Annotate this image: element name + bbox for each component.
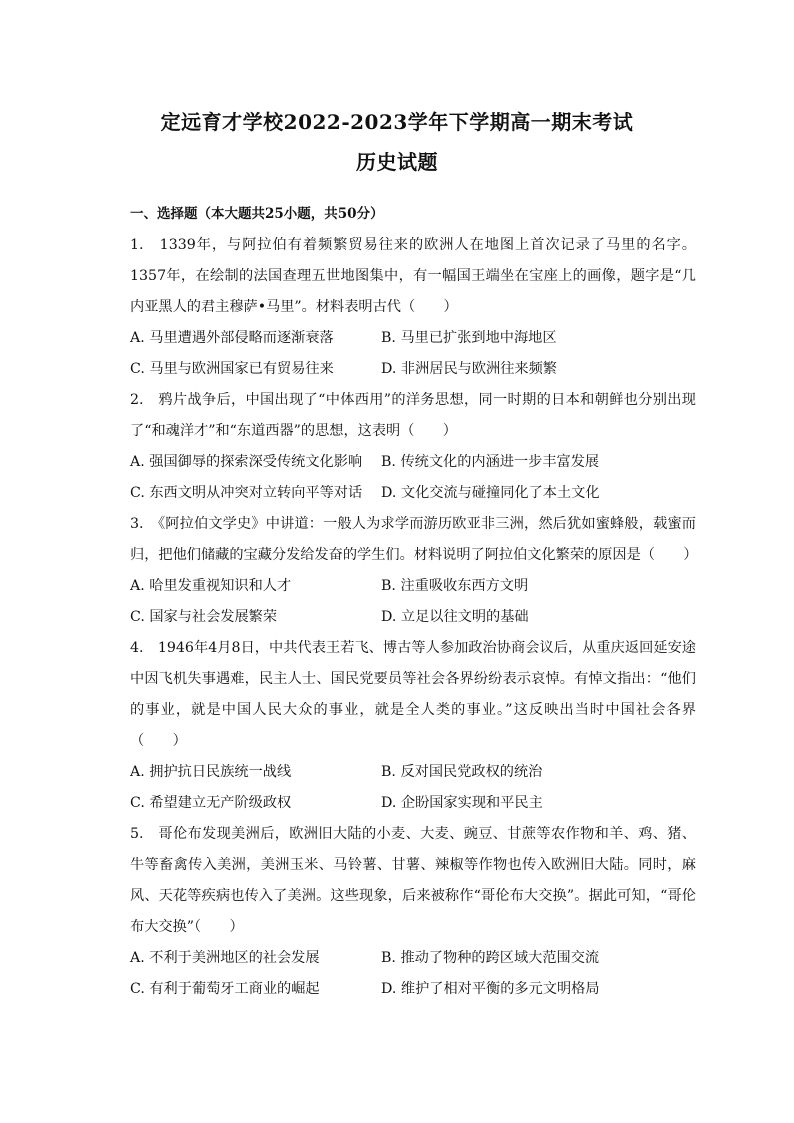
option-d: D. 立足以往文明的基础 — [381, 609, 529, 625]
option-a: A. 哈里发重视知识和人才 — [130, 578, 292, 594]
option-group — [130, 447, 696, 509]
option-group — [130, 943, 696, 1005]
question-stem: 1. 1339年，与阿拉伯有着频繁贸易往来的欧洲人在地图上首次记录了马里的名字。1357年，在绘制的法国查理五世地图集中，有一幅国王端坐在宝座上的画像，题字是“几内亚黑人的君主穆萨•马里”。材料表明古代（ ） — [130, 237, 696, 315]
option-c: C. 有利于葡萄牙工商业的崛起 — [130, 981, 320, 997]
option-c: C. 马里与欧洲国家已有贸易往来 — [130, 361, 334, 377]
option-d: D. 文化交流与碰撞同化了本土文化 — [381, 485, 600, 501]
question-2 — [130, 385, 696, 509]
exam-title: 定远育才学校2022-2023学年下学期高一期末考试 — [160, 110, 634, 134]
option-d: D. 非洲居民与欧洲往来频繁 — [381, 361, 557, 377]
option-a: A. 不利于美洲地区的社会发展 — [130, 950, 320, 966]
option-b: B. 反对国民党政权的统治 — [381, 764, 543, 780]
question-stem: 5. 哥伦布发现美洲后，欧洲旧大陆的小麦、大麦、豌豆、甘蔗等农作物和羊、鸡、猪、牛等畜禽传入美洲，美洲玉米、马铃薯、甘薯、辣椒等作物也传入欧洲旧大陆。同时，麻风、天花等疾病也传入了美洲。这些现象，后来被称作“哥伦布大交换”。据此可知，“哥伦布大交换”（ ） — [130, 826, 696, 935]
option-d: D. 企盼国家实现和平民主 — [381, 795, 543, 811]
option-group — [130, 323, 696, 385]
question-1 — [130, 230, 696, 385]
option-b: B. 马里已扩张到地中海地区 — [381, 330, 557, 346]
option-b: B. 推动了物种的跨区域大范围交流 — [381, 950, 600, 966]
question-stem: 2. 鸦片战争后，中国出现了“中体西用”的洋务思想，同一时期的日本和朝鲜也分别出现了“和魂洋才”和“东道西器”的思想，这表明（ ） — [130, 392, 696, 439]
option-group — [130, 757, 696, 819]
exam-subject-title: 历史试题 — [356, 150, 438, 174]
question-3 — [130, 509, 696, 633]
question-stem: 3. 《阿拉伯文学史》中讲道：一般人为求学而游历欧亚非三洲，然后犹如蜜蜂般，载蜜而归，把他们储藏的宝藏分发给发奋的学生们。材料说明了阿拉伯文化繁荣的原因是（ ） — [130, 516, 698, 563]
question-4 — [130, 633, 696, 819]
option-group — [130, 571, 696, 633]
option-c: C. 希望建立无产阶级政权 — [130, 795, 292, 811]
option-d: D. 维护了相对平衡的多元文明格局 — [381, 981, 600, 997]
option-c: C. 东西文明从冲突对立转向平等对话 — [130, 485, 363, 501]
option-a: A. 拥护抗日民族统一战线 — [130, 764, 292, 780]
option-a: A. 强国御辱的探索深受传统文化影响 — [130, 454, 363, 470]
question-5 — [130, 819, 696, 1005]
question-list — [130, 230, 696, 1005]
question-stem: 4. 1946年4月8日，中共代表王若飞、博古等人参加政治协商会议后，从重庆返回延安途中因飞机失事遇难，民主人士、国民党要员等社会各界纷纷表示哀悼。有悼文指出：“他们的事业，就是中国人民大众的事业，就是全人类的事业。”这反映出当时中国社会各界（ ） — [130, 640, 696, 749]
option-c: C. 国家与社会发展繁荣 — [130, 609, 278, 625]
option-b: B. 注重吸收东西方文明 — [381, 578, 529, 594]
section-heading: 一、选择题（本大题共25小题，共50分） — [130, 206, 384, 222]
option-b: B. 传统文化的内涵进一步丰富发展 — [381, 454, 600, 470]
option-a: A. 马里遭遇外部侵略而逐渐衰落 — [130, 330, 334, 346]
